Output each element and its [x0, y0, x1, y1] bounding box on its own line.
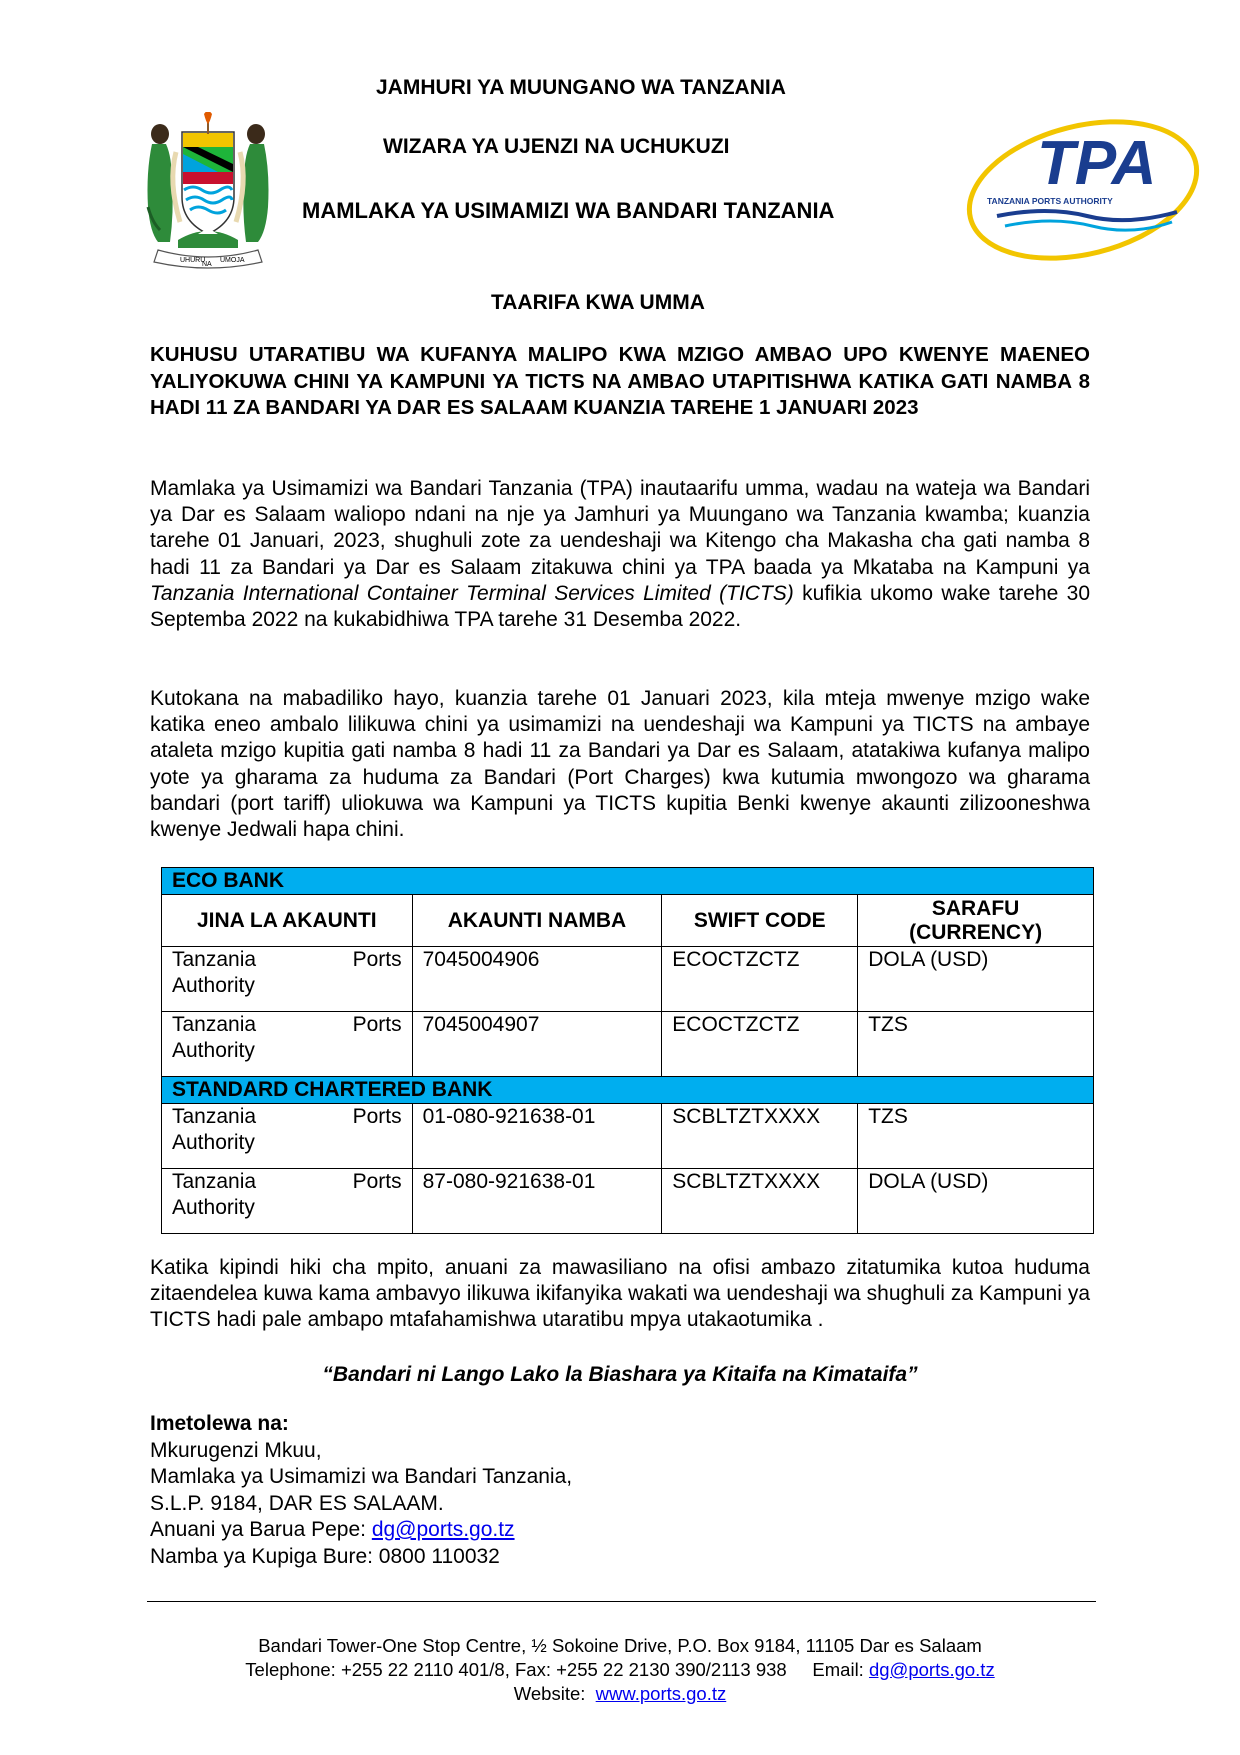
header-ministry: WIZARA YA UJENZI NA UCHUKUZI	[383, 135, 730, 158]
paragraph-intro-end: kufikia ukomo wake tarehe 30 Septemba 2022 na kukabidhiwa TPA tarehe 31 Desemba 2022.	[150, 581, 1091, 632]
motto-word-1: UHURU	[180, 257, 206, 264]
swift-code-cell: SCBLTZTXXXX	[662, 1169, 858, 1234]
email-label: Anuani ya Barua Pepe:	[150, 1518, 372, 1541]
swift-code-cell: ECOCTZCTZ	[662, 947, 858, 1012]
table-row	[162, 1104, 1094, 1169]
paragraph-intro	[150, 476, 1090, 633]
bank-name: STANDARD CHARTERED BANK	[162, 1077, 1094, 1104]
slogan: “Bandari ni Lango Lako la Biashara ya Kitaifa na Kimataifa”	[322, 1363, 918, 1386]
account-name-cell	[162, 1169, 413, 1234]
account-name-cell	[162, 1012, 413, 1077]
footer-website-link[interactable]: www.ports.go.tz	[595, 1683, 727, 1704]
table-header-row	[162, 895, 1094, 947]
account-name-line1: Tanzania Ports	[172, 948, 402, 971]
footer-phone-fax: Telephone: +255 22 2110 401/8, Fax: +255 22 2130 390/2113 938 Email:	[245, 1659, 869, 1680]
account-name-line2: Authority	[172, 974, 255, 997]
account-number-cell: 7045004906	[412, 947, 662, 1012]
account-name-line2: Authority	[172, 1131, 255, 1154]
header-authority: MAMLAKA YA USIMAMIZI WA BANDARI TANZANIA	[302, 198, 835, 223]
ticts-company-name: Tanzania International Container Terminal Services Limited (TICTS)	[150, 581, 794, 605]
account-number-cell: 01-080-921638-01	[412, 1104, 662, 1169]
tpa-subtitle: TANZANIA PORTS AUTHORITY	[987, 196, 1113, 206]
paragraph-intro-text: Mamlaka ya Usimamizi wa Bandari Tanzania (TPA) inautaarifu umma, wadau na wateja wa Bandari ya Dar es Salaam waliopo ndani na nje ya Jamhuri ya Muungano wa Tanzania kwamba; kuanzia tarehe 01 Januari, 2023, shughuli zote za uendeshaji wa Kitengo cha Makasha cha gati namba 8 hadi 11 za Bandari ya Dar es Salaam zitakuwa chini ya TPA baada ya Mkataba na Kampuni ya	[150, 477, 1090, 579]
currency-cell: DOLA (USD)	[858, 947, 1094, 1012]
account-name-cell	[162, 947, 413, 1012]
swift-code-cell: SCBLTZTXXXX	[662, 1104, 858, 1169]
bank-row-eco	[162, 868, 1094, 895]
bank-accounts-table	[161, 867, 1094, 1234]
issuer-address: S.L.P. 9184, DAR ES SALAAM.	[150, 1491, 444, 1515]
header-republic: JAMHURI YA MUUNGANO WA TANZANIA	[376, 76, 786, 99]
issuer-organization: Mamlaka ya Usimamizi wa Bandari Tanzania,	[150, 1465, 573, 1488]
paragraph-transition: Katika kipindi hiki cha mpito, anuani za mawasiliano na ofisi ambazo zitatumika kutoa huduma zitaendelea kuwa kama ambavyo ilikuwa ikifanyika wakati wa uendeshaji wa shughuli za Kampuni ya TICTS hadi pale ambapo mtafahamishwa utaratibu mpya utakaotumika .	[150, 1256, 1090, 1332]
issued-by-block	[150, 1411, 572, 1570]
account-name-line2: Authority	[172, 1196, 255, 1219]
tpa-logo	[957, 112, 1204, 264]
issuer-email-line	[150, 1517, 572, 1544]
account-name-line1: Tanzania Ports	[172, 1170, 402, 1193]
footer-website	[0, 1682, 1240, 1706]
footer-divider	[147, 1601, 1096, 1602]
notice-subject: KUHUSU UTARATIBU WA KUFANYA MALIPO KWA MZIGO AMBAO UPO KWENYE MAENEO YALIYOKUWA CHINI YA KAMPUNI YA TICTS NA AMBAO UTAPITISHWA KATIKA GATI NAMBA 8 HADI 11 ZA BANDARI YA DAR ES SALAAM KUANZIA TAREHE 1 JANUARI 2023	[150, 343, 1090, 419]
coat-of-arms-logo	[138, 112, 278, 270]
footer-email-link[interactable]: dg@ports.go.tz	[868, 1659, 995, 1680]
currency-cell: DOLA (USD)	[858, 1169, 1094, 1234]
col-header-swift: SWIFT CODE	[662, 895, 858, 947]
account-name-cell	[162, 1104, 413, 1169]
table-row	[162, 947, 1094, 1012]
issuer-email-link[interactable]: dg@ports.go.tz	[371, 1518, 515, 1541]
currency-cell: TZS	[858, 1104, 1094, 1169]
col-header-account-name: JINA LA AKAUNTI	[162, 895, 413, 947]
issuer-phone: Namba ya Kupiga Bure: 0800 110032	[150, 1544, 500, 1568]
table-row	[162, 1169, 1094, 1234]
issued-by-label: Imetolewa na:	[150, 1412, 289, 1435]
col-header-currency: SARAFU (CURRENCY)	[858, 895, 1094, 947]
footer-address: Bandari Tower-One Stop Centre, ½ Sokoine Drive, P.O. Box 9184, 11105 Dar es Salaam	[258, 1635, 982, 1656]
motto-word-3: UMOJA	[220, 257, 245, 264]
website-label: Website:	[513, 1683, 596, 1704]
bank-row-standard-chartered	[162, 1077, 1094, 1104]
tpa-letters: TPA	[1037, 129, 1157, 198]
col-header-account-number: AKAUNTI NAMBA	[412, 895, 662, 947]
account-name-line2: Authority	[172, 1039, 255, 1062]
account-number-cell: 87-080-921638-01	[412, 1169, 662, 1234]
notice-title: TAARIFA KWA UMMA	[491, 291, 705, 314]
account-number-cell: 7045004907	[412, 1012, 662, 1077]
bank-name: ECO BANK	[162, 868, 1094, 895]
paragraph-payment: Kutokana na mabadiliko hayo, kuanzia tarehe 01 Januari 2023, kila mteja mwenye mzigo wake katika eneo ambalo lilikuwa chini ya usimamizi na uendeshaji wa Kampuni ya TICTS na ambaye ataleta mzigo kupitia gati namba 8 hadi 11 za Bandari ya Dar es Salaam, atatakiwa kufanya malipo yote ya gharama za huduma za Bandari (Port Charges) kwa kutumia mwongozo wa gharama bandari (port tariff) uliokuwa wa Kampuni ya TICTS kupitia Benki kwenye akaunti zilizooneshwa kwenye Jedwali hapa chini.	[150, 687, 1090, 842]
table-row	[162, 1012, 1094, 1077]
footer-contacts	[0, 1658, 1240, 1682]
currency-cell: TZS	[858, 1012, 1094, 1077]
account-name-line1: Tanzania Ports	[172, 1105, 402, 1128]
motto-word-2: NA	[202, 261, 212, 268]
account-name-line1: Tanzania Ports	[172, 1013, 402, 1036]
issuer-title: Mkurugenzi Mkuu,	[150, 1438, 322, 1462]
swift-code-cell: ECOCTZCTZ	[662, 1012, 858, 1077]
